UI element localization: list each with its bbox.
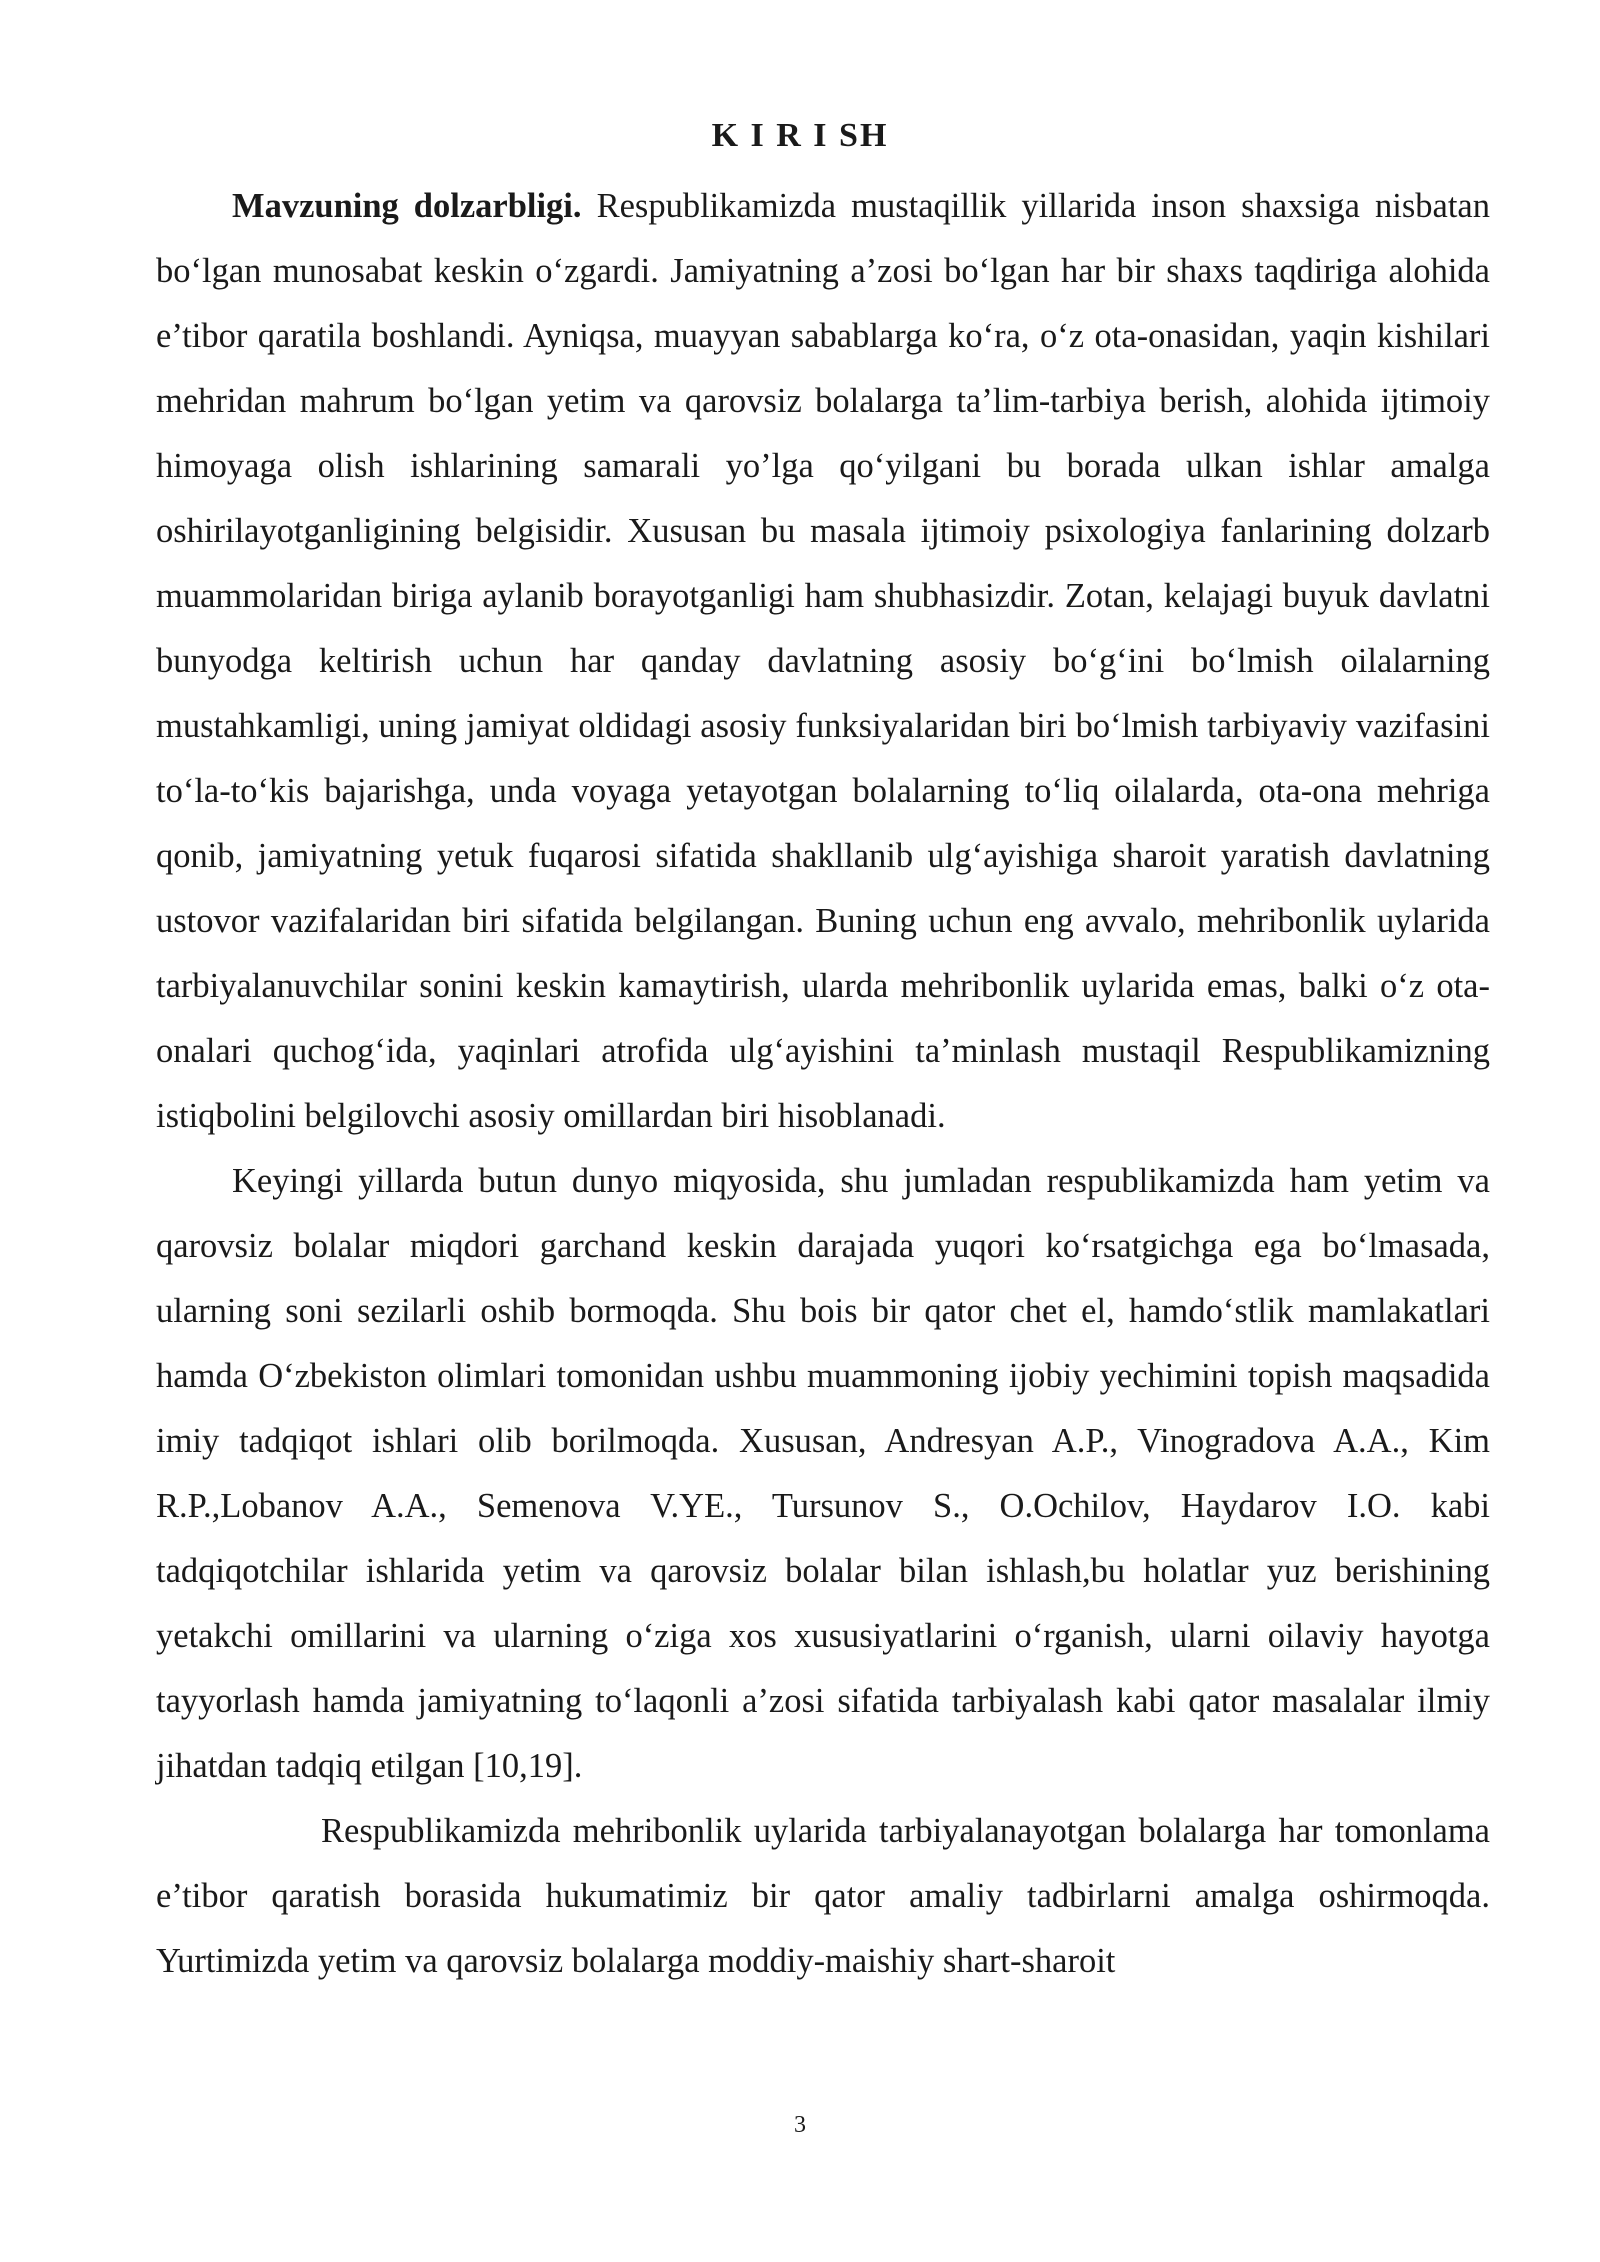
paragraph-text: Respublikamizda mustaqillik yillarida inson shaxsiga nisbatan bo‘lgan munosabat keskin o‘zgardi. Jamiyatning a’zosi bo‘lgan har bir shaxs taqdiriga alohida e’tibor qaratila boshlandi. Ayniqsa, muayyan sabablarga ko‘ra, o‘z ota-onasidan, yaqin kishilari mehridan mahrum bo‘lgan yetim va qarovsiz bolalarga ta’lim-tarbiya berish, alohida ijtimoiy himoyaga olish ishlarining samarali yo’lga qo‘yilgani bu borada ulkan ishlar amalga oshirilayotganligining belgisidir. Xususan bu masala ijtimoiy psixologiya fanlarining dolzarb muammolaridan biriga aylanib borayotganligi ham shubhasizdir. Zotan, kelajagi buyuk davlatni bunyodga keltirish uchun har qanday davlatning asosiy bo‘g‘ini bo‘lmish oilalarning mustahkamligi, uning jamiyat oldidagi asosiy funksiyalaridan biri bo‘lmish tarbiyaviy vazifasini to‘la-to‘kis bajarishga, unda voyaga yetayotgan bolalarning to‘liq oilalarda, ota-ona mehriga qonib, jamiyatning yetuk fuqarosi sifatida shakllanib ulg‘ayishiga sharoit yaratish davlatning ustovor vazifalaridan biri sifatida belgilangan. Buning uchun eng avvalo, mehribonlik uylarida tarbiyalanuvchilar sonini keskin kamaytirish, ularda mehribonlik uylarida emas, balki o‘z ota-onalari quchog‘ida, yaqinlari atrofida ulg‘ayishini ta’minlash mustaqil Respublikamizning istiqbolini belgilovchi asosiy omillardan biri hisoblanadi. — [156, 187, 1490, 1135]
paragraph-government — [156, 1799, 1490, 1994]
paragraph-text: Keyingi yillarda butun dunyo miqyosida, shu jumladan respublikamizda ham yetim va qarovsiz bolalar miqdori garchand keskin darajada yuqori ko‘rsatgichga ega bo‘lmasada, ularning soni sezilarli oshib bormoqda. Shu bois bir qator chet el, hamdo‘stlik mamlakatlari hamda O‘zbekiston olimlari tomonidan ushbu muammoning ijobiy yechimini topish maqsadida imiy tadqiqot ishlari olib borilmoqda. Xususan, Andresyan A.P., Vinogradova A.A., Kim R.P.,Lobanov A.A., Semenova V.YE., Tursunov S., O.Ochilov, Haydarov I.O. kabi tadqiqotchilar ishlarida yetim va qarovsiz bolalar bilan ishlash,bu holatlar yuz berishining yetakchi omillarini va ularning o‘ziga xos xususiyatlarini o‘rganish, ularni oilaviy hayotga tayyorlash hamda jamiyatning to‘laqonli a’zosi sifatida tarbiyalash kabi qator masalalar ilmiy jihatdan tadqiq etilgan [10,19]. — [156, 1162, 1490, 1785]
body-text — [156, 174, 1490, 1994]
paragraph-text: Respublikamizda mehribonlik uylarida tarbiyalanayotgan bolalarga har tomonlama e’tibor qaratish borasida hukumatimiz bir qator amaliy tadbirlarni amalga oshirmoqda. Yurtimizda yetim va qarovsiz bolalarga moddiy-maishiy shart-sharoit — [156, 1812, 1490, 1980]
page-title: K I R I SH — [711, 117, 889, 154]
paragraph-lead: Mavzuning dolzarbligi. — [232, 187, 582, 225]
page-number: 3 — [794, 2112, 806, 2138]
paragraph-relevance — [156, 174, 1490, 1149]
paragraph-research — [156, 1149, 1490, 1799]
